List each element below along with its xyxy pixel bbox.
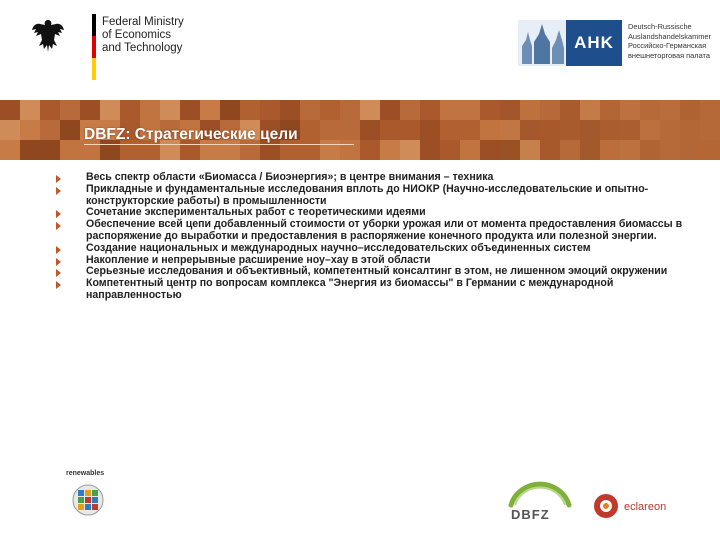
mosaic-tile	[320, 140, 340, 160]
mosaic-tile	[620, 120, 640, 140]
mosaic-tile	[260, 100, 280, 120]
mosaic-tile	[300, 100, 320, 120]
dbfz-wordmark: DBFZ	[511, 507, 550, 522]
mosaic-tile	[700, 100, 720, 120]
ministry-line-3: and Technology	[102, 42, 183, 54]
mosaic-tile	[560, 100, 580, 120]
mosaic-tile	[500, 100, 520, 120]
list-item	[56, 184, 696, 208]
mosaic-tile	[340, 120, 360, 140]
renewables-wordmark: renewables	[66, 470, 105, 477]
title-banner	[0, 100, 720, 160]
bullet-arrow-icon	[56, 246, 61, 254]
mosaic-tile	[400, 120, 420, 140]
mosaic-tile	[380, 140, 400, 160]
mosaic-tile	[0, 140, 20, 160]
mosaic-tile	[400, 140, 420, 160]
bullet-arrow-icon	[56, 258, 61, 266]
mosaic-tile	[320, 100, 340, 120]
bullet-arrow-icon	[56, 269, 61, 277]
mosaic-tile	[240, 100, 260, 120]
german-flag-stripe	[92, 14, 96, 80]
mosaic-tile	[140, 100, 160, 120]
mosaic-tile	[640, 100, 660, 120]
mosaic-tile	[200, 100, 220, 120]
mosaic-tile	[380, 100, 400, 120]
mosaic-tile	[580, 140, 600, 160]
mosaic-tile	[80, 100, 100, 120]
mosaic-tile	[440, 100, 460, 120]
list-item-text: Весь спектр области «Биомасса / Биоэнергия»; в центре внимания – техника	[86, 171, 494, 183]
ahk-line-1: Deutsch-Russische	[628, 22, 692, 31]
mosaic-tile	[580, 100, 600, 120]
mosaic-tile	[60, 100, 80, 120]
mosaic-tile	[0, 120, 20, 140]
mosaic-tile	[120, 100, 140, 120]
mosaic-tile	[500, 120, 520, 140]
mosaic-tile	[40, 100, 60, 120]
mosaic-tile	[40, 140, 60, 160]
ahk-line-3: Российско-Германская	[628, 41, 707, 51]
ahk-line-2: Auslandshandelskammer	[628, 31, 711, 41]
ahk-chamber-name	[628, 22, 711, 60]
mosaic-tile	[60, 120, 80, 140]
mosaic-tile	[300, 120, 320, 140]
mosaic-tile	[160, 100, 180, 120]
mosaic-tile	[100, 100, 120, 120]
mosaic-tile	[280, 100, 300, 120]
goals-list	[56, 172, 696, 302]
mosaic-tile	[560, 140, 580, 160]
mosaic-tile	[300, 140, 320, 160]
ahk-line-4: внешнеторговая палата	[628, 50, 710, 60]
bullet-arrow-icon	[56, 281, 61, 289]
list-item	[56, 278, 696, 302]
flag-black	[92, 14, 96, 36]
mosaic-tile	[640, 120, 660, 140]
mosaic-tile	[540, 120, 560, 140]
mosaic-tile	[460, 120, 480, 140]
mosaic-tile	[460, 140, 480, 160]
ministry-logo	[30, 14, 190, 80]
mosaic-tile	[620, 100, 640, 120]
mosaic-tile	[520, 120, 540, 140]
mosaic-tile	[560, 120, 580, 140]
mosaic-tile	[500, 140, 520, 160]
mosaic-tile	[540, 100, 560, 120]
mosaic-tile	[360, 120, 380, 140]
list-item	[56, 219, 696, 243]
renewables-logo	[62, 470, 112, 530]
federal-eagle-icon	[30, 16, 66, 56]
mosaic-tile	[60, 140, 80, 160]
mosaic-tile	[680, 140, 700, 160]
mosaic-tile	[680, 120, 700, 140]
mosaic-tile	[20, 120, 40, 140]
mosaic-tile	[620, 140, 640, 160]
mosaic-tile	[480, 100, 500, 120]
mosaic-tile	[440, 120, 460, 140]
mosaic-tile	[220, 100, 240, 120]
eclareon-wordmark: eclareon	[624, 501, 667, 513]
mosaic-tile	[580, 120, 600, 140]
mosaic-tile	[480, 120, 500, 140]
mosaic-tile	[440, 140, 460, 160]
mosaic-tile	[420, 120, 440, 140]
bullet-arrow-icon	[56, 210, 61, 218]
mosaic-tile	[480, 140, 500, 160]
title-underline	[84, 144, 354, 145]
mosaic-tile	[640, 140, 660, 160]
mosaic-tile	[360, 140, 380, 160]
mosaic-tile	[20, 140, 40, 160]
list-item-text: Создание национальных и международных научно–исследовательских объединенных систем	[86, 241, 591, 254]
mosaic-tile	[660, 140, 680, 160]
list-item-text: Компетентный центр по вопросам комплекса "Энергия из биомассы" в Германии с международной направленностью	[86, 277, 614, 301]
flag-red	[92, 36, 96, 58]
ahk-wordmark: AHK	[566, 20, 622, 66]
mosaic-tile	[360, 100, 380, 120]
eclareon-logo	[592, 492, 682, 522]
slide-title: DBFZ: Стратегические цели	[84, 126, 298, 143]
bullet-arrow-icon	[56, 175, 61, 183]
mosaic-tile	[320, 120, 340, 140]
mosaic-tile	[520, 140, 540, 160]
mosaic-tile	[540, 140, 560, 160]
flag-gold	[92, 58, 96, 80]
mosaic-tile	[660, 120, 680, 140]
list-item-text: Сочетание экспериментальных работ с теоретическими идеями	[86, 206, 426, 219]
mosaic-tile	[660, 100, 680, 120]
mosaic-tile	[460, 100, 480, 120]
list-item-text: Прикладные и фундаментальные исследования вплоть до НИОКР (Научно-исследовательские и опытно-конструкторские работы) в промышленности	[86, 182, 649, 207]
kremlin-emblem-icon	[518, 20, 566, 66]
list-item-text: Обеспечение всей цепи добавленный стоимости от уборки урожая или от момента предоставления биомассы в распоряжение до выработки и предоставления в распоряжение конечного продукта или полезной энергии.	[86, 218, 683, 242]
list-item-text: Серьезные исследования и объективный, компетентный консалтинг в этом, не лишенном эмоций окружении	[86, 265, 668, 278]
mosaic-tile	[600, 100, 620, 120]
mosaic-tile	[340, 140, 360, 160]
bullet-arrow-icon	[56, 187, 61, 195]
mosaic-tile	[600, 120, 620, 140]
ahk-logo	[518, 20, 711, 68]
ministry-line-1: Federal Ministry	[102, 16, 184, 28]
dbfz-logo	[505, 475, 575, 535]
mosaic-tile	[380, 120, 400, 140]
globe-grid-icon	[72, 484, 104, 516]
mosaic-tile	[420, 140, 440, 160]
mosaic-tile	[400, 100, 420, 120]
mosaic-tile	[40, 120, 60, 140]
mosaic-tile	[20, 100, 40, 120]
eclareon-swirl-icon	[592, 492, 620, 520]
ministry-name	[102, 16, 184, 55]
mosaic-tile	[520, 100, 540, 120]
list-item-text: Накопление и непрерывные расширение ноу–хау в этой области	[86, 253, 431, 266]
mosaic-tile	[600, 140, 620, 160]
mosaic-tile	[340, 100, 360, 120]
mosaic-tile	[0, 100, 20, 120]
bullet-arrow-icon	[56, 222, 61, 230]
mosaic-tile	[180, 100, 200, 120]
mosaic-tile	[420, 100, 440, 120]
dbfz-arc-icon	[505, 475, 575, 535]
mosaic-tile	[700, 120, 720, 140]
mosaic-tile	[680, 100, 700, 120]
ministry-line-2: of Economics	[102, 29, 172, 41]
mosaic-tile	[700, 140, 720, 160]
